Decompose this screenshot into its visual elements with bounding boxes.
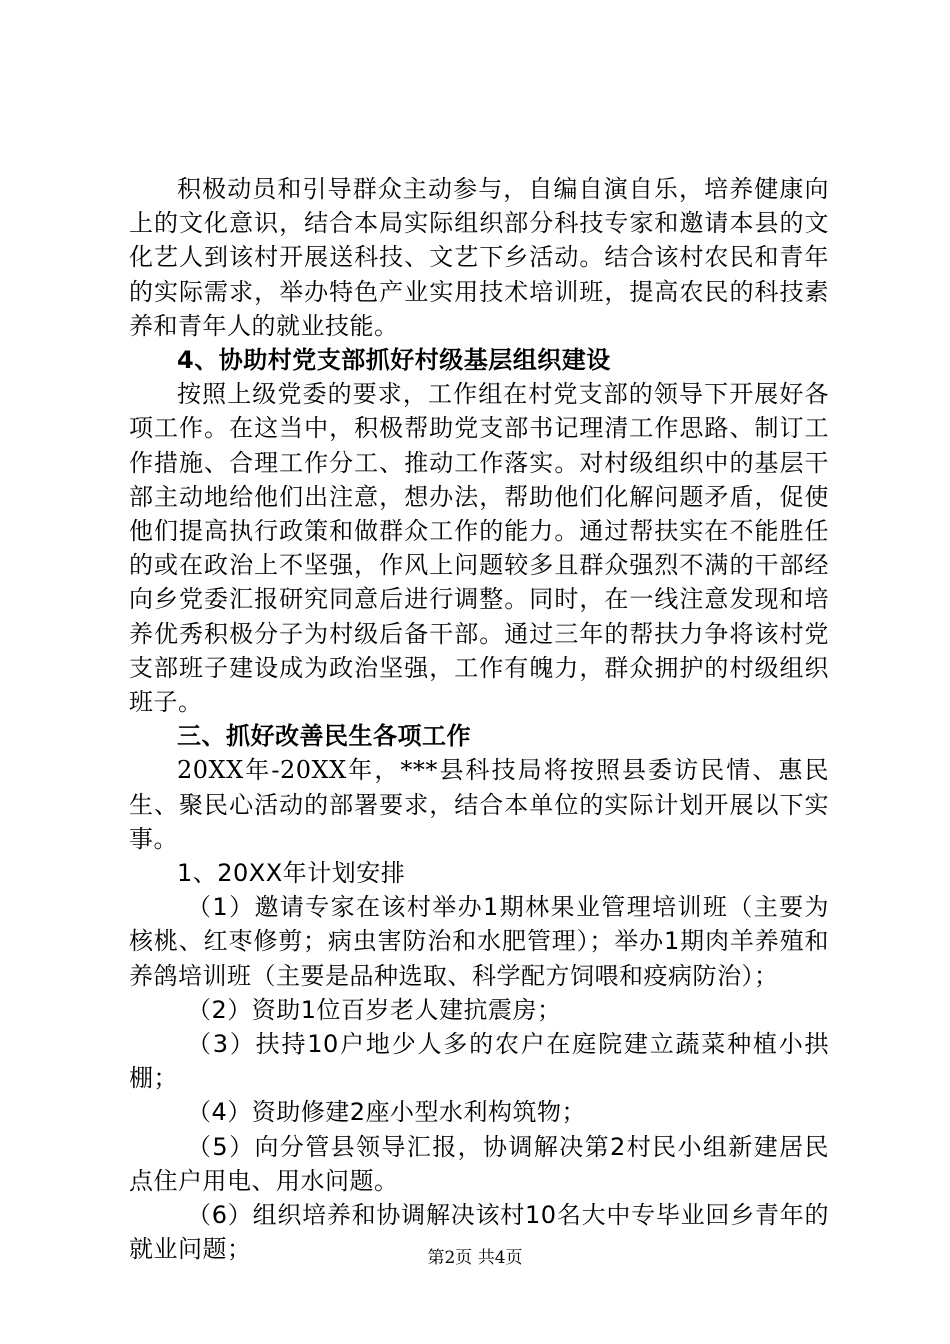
list-item-2: （2）资助1位百岁老人建抗震房； <box>187 995 562 1024</box>
page-number-footer: 第2页 共4页 <box>427 1248 523 1268</box>
paragraph-party-branch: 按照上级党委的要求，工作组在村党支部的领导下开展好各项工作。在这当中，积极帮助党支部书记理清工作思路、制订工作措施、合理工作分工、推动工作落实。对村级组织中的基层干部主动地给他们出注意，想办法，帮助他们化解问题矛盾，促使他们提高执行政策和做群众工作的能力。通过帮扶实在不能胜任的或在政治上不坚强，作风上问题较多且群众强烈不满的干部经向乡党委汇报研究同意后进行调整。同时，在一线注意发现和培养优秀积极分子为村级后备干部。通过三年的帮扶力争将该村党支部班子建设成为政治坚强，工作有魄力，群众拥护的村级组织班子。 <box>129 380 829 717</box>
list-item-6: （6）组织培养和协调解决该村10名大中专毕业回乡青年的就业问题； <box>129 1201 829 1264</box>
list-item-5: （5）向分管县领导汇报，协调解决第2村民小组新建居民点住户用电、用水问题。 <box>129 1132 829 1195</box>
list-item-1: （1）邀请专家在该村举办1期林果业管理培训班（主要为核桃、红枣修剪；病虫害防治和水肥管理）；举办1期肉羊养殖和养鸽培训班（主要是品种选取、科学配方饲喂和疫病防治）； <box>129 893 829 990</box>
paragraph-plan-intro: 20XX年-20XX年，***县科技局将按照县委访民情、惠民生、聚民心活动的部署要求，结合本单位的实际计划开展以下实事。 <box>129 756 829 853</box>
section-heading-3: 三、抓好改善民生各项工作 <box>177 722 471 751</box>
list-item-3: （3）扶持10户地少人多的农户在庭院建立蔬菜种植小拱棚； <box>129 1030 829 1093</box>
paragraph-culture-activities: 积极动员和引导群众主动参与，自编自演自乐，培养健康向上的文化意识，结合本局实际组织部分科技专家和邀请本县的文化艺人到该村开展送科技、文艺下乡活动。结合该村农民和青年的实际需求，举办特色产业实用技术培训班，提高农民的科技素养和青年人的就业技能。 <box>129 175 829 340</box>
subheading-plan-1: 1、20XX年计划安排 <box>177 859 406 888</box>
section-heading-4: 4、协助村党支部抓好村级基层组织建设 <box>177 346 611 375</box>
list-item-4: （4）资助修建2座小型水利构筑物； <box>187 1098 587 1127</box>
document-body <box>129 172 829 1267</box>
